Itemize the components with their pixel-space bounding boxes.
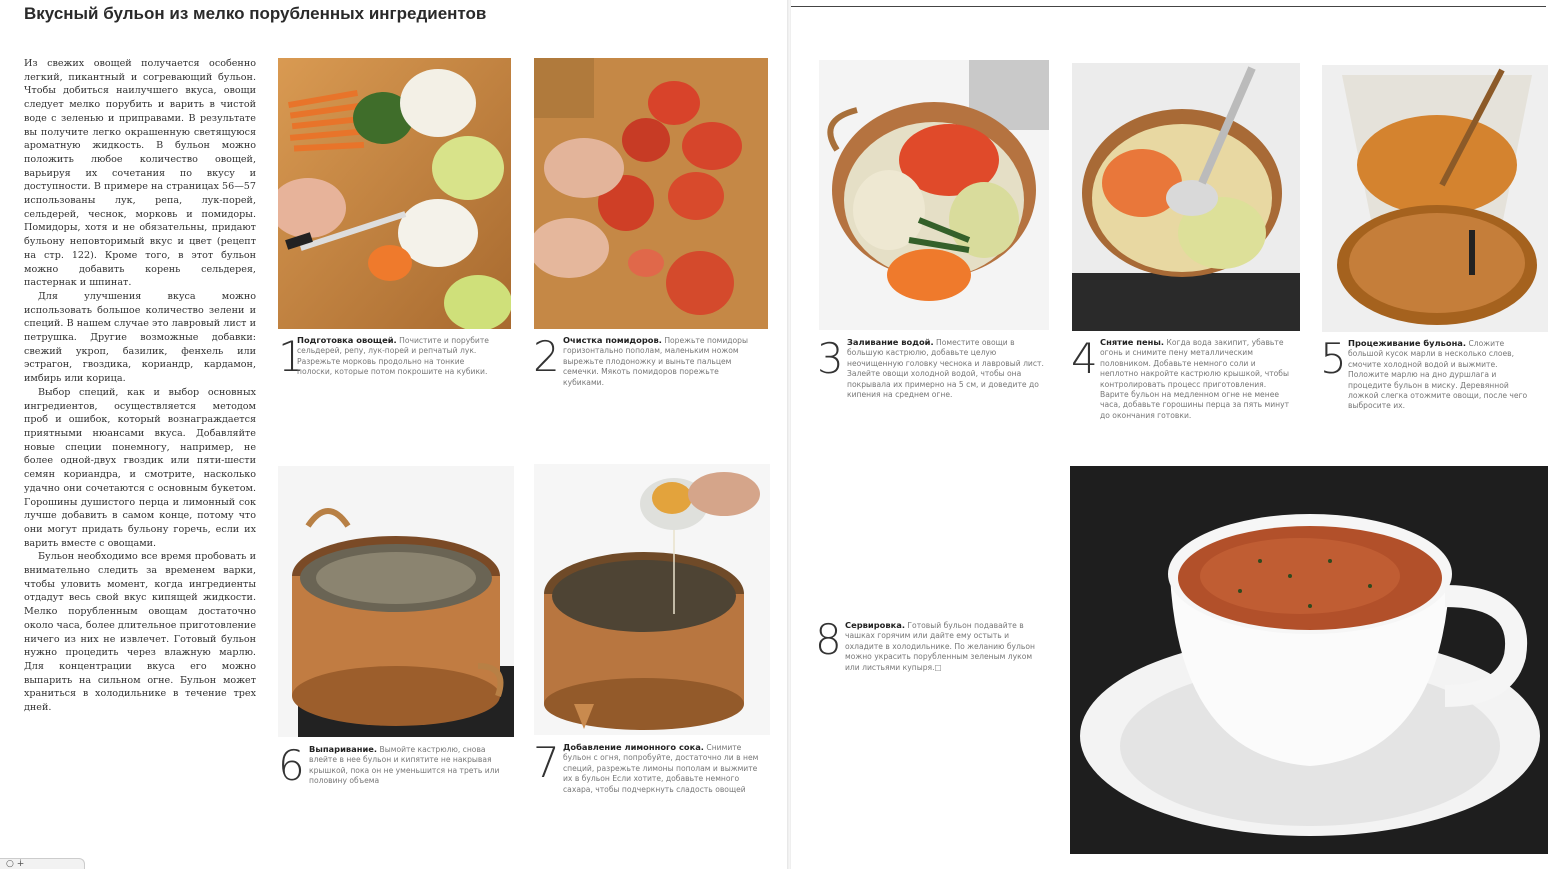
step-text: Сложите большой кусок марли в несколько слоев, смочите холодной водой и выжмите. Положите марлю на дно дуршлага и процедите бульон в миску. Деревянной ложкой слегка отожмите овощи, после чего выбросите их. bbox=[1348, 339, 1528, 411]
step-text: Готовый бульон подавайте в чашках горячим или дайте ему остыть и охладите в холодильнике. По желанию бульон можно украсить порубленным зеленым луком или листьями купыря.□ bbox=[845, 621, 1035, 672]
intro-paragraph: Для улучшения вкуса можно использовать большое количество зелени и специй. В нашем случае это лавровый лист и петрушка. Другие возможные добавки: свежий укроп, базилик, фенхель или эстрагон, гвоздика, кориандр, кардамон, имбирь или корица. bbox=[24, 290, 256, 385]
chopped-vegetables-photo bbox=[278, 58, 511, 329]
step-text: Почистите и порубите сельдерей, репу, лук-порей и репчатый лук. Разрежьте морковь продольно на тонкие полоски, которые потом покрошите на кубики. bbox=[297, 336, 489, 377]
step-title: Добавление лимонного сока. bbox=[563, 742, 704, 752]
step-title: Процеживание бульона. bbox=[1348, 338, 1467, 348]
step-number: 3 bbox=[817, 334, 844, 383]
step-caption bbox=[845, 620, 1047, 673]
step-number: 4 bbox=[1071, 334, 1098, 383]
step-title: Снятие пены. bbox=[1100, 337, 1165, 347]
lemon-juice-photo bbox=[534, 464, 770, 735]
step-title: Заливание водой. bbox=[847, 337, 934, 347]
step-text: Когда вода закипит, убавьте огонь и снимите пену металлическим половником. Добавьте немного соли и неплотно накройте кастрюлю крышкой, чтобы контролировать процесс приготовления. Варите бульон на медленном огне не менее часа, добавьте горошины перца за пять минут до окончания готовки. bbox=[1100, 338, 1290, 420]
step-number: 6 bbox=[278, 741, 305, 790]
pot-with-water-photo bbox=[819, 60, 1049, 330]
intro-paragraph: Бульон необходимо все время пробовать и внимательно следить за временем варки, чтобы уловить момент, когда ингредиенты отдадут весь свой вкус кипящей жидкости. Мелко порубленным овощам достаточно около часа, более длительное приготовление ничего из них не извлечет. Готовый бульон нужно процедить через влажную марлю. Для концентрации вкуса его можно выпарить на сильном огне. Бульон может храниться в холодильнике в течение трех дней. bbox=[24, 551, 256, 714]
skimming-foam-photo bbox=[1072, 63, 1300, 331]
intro-text bbox=[24, 57, 256, 715]
step-number: 2 bbox=[533, 332, 560, 381]
corner-tab[interactable]: ○ ∔ bbox=[0, 858, 85, 869]
step-number: 8 bbox=[815, 615, 842, 664]
step-number: 5 bbox=[1320, 334, 1347, 383]
step-title: Выпаривание. bbox=[309, 744, 378, 754]
intro-paragraph: Из свежих овощей получается особенно легкий, пикантный и согревающий бульон. Чтобы добиться наилучшего вкуса, овощи следует мелко порубить и варить в чистой воде с зеленью и приправами. В результате вы получите легко окрашенную светящуюся ароматную жидкость. В бульон можно положить любое количество овощей, варьируя их сочетания по вкусу и доступности. В примере на страницах 56—57 использованы лук, репа, лук-порей, сельдерей, чеснок, морковь и помидоры. Помидоры, хотя и не обязательны, придают бульону неповторимый вкус и цвет (рецепт на стр. 122). Кроме того, в этот бульон можно добавить корень сельдерея, пастернак и шпинат. bbox=[24, 58, 256, 289]
step-number: 1 bbox=[278, 332, 305, 381]
step-caption bbox=[309, 744, 509, 787]
serving-cup-photo bbox=[1070, 466, 1548, 854]
step-caption bbox=[1348, 338, 1530, 412]
step-caption bbox=[563, 335, 761, 388]
straining-broth-photo bbox=[1322, 65, 1548, 332]
page-title: Вкусный бульон из мелко порубленных ингредиентов bbox=[24, 4, 487, 23]
step-number: 7 bbox=[533, 738, 560, 787]
step-caption bbox=[563, 742, 761, 795]
step-text: Снимите бульон с огня, попробуйте, достаточно ли в нем специй, разрежьте лимоны пополам и выжмите их в бульон Если хотите, добавьте немного сахара, чтобы подчеркнуть сладость овощей bbox=[563, 743, 759, 794]
right-page bbox=[791, 0, 1563, 869]
step-caption bbox=[1100, 337, 1292, 421]
step-text: Вымойте кастрюлю, снова влейте в нее бульон и кипятите не накрывая крышкой, пока он не уменьшится на треть или половину объема bbox=[309, 745, 500, 786]
step-text: Порежьте помидоры горизонтально пополам, маленьким ножом вырежьте плодоножку и выньте пальцем семечки. Мякоть помидоров порежьте кубиками. bbox=[563, 336, 748, 387]
step-title: Очистка помидоров. bbox=[563, 335, 662, 345]
header-rule bbox=[791, 6, 1546, 7]
step-caption bbox=[297, 335, 497, 378]
step-text: Поместите овощи в большую кастрюлю, добавьте целую неочищенную головку чеснока и лавровый лист. Залейте овощи холодной водой, чтобы она покрывала их примерно на 5 см, и доведите до кипения на среднем огне. bbox=[847, 338, 1044, 400]
step-title: Сервировка. bbox=[845, 620, 905, 630]
intro-paragraph: Выбор специй, как и выбор основных ингредиентов, осуществляется методом проб и ошибок, который вознаграждается приятными нюансами вкуса. Добавляйте новые специи понемногу, например, не более одной-двух гвоздик или пяти-шести семян кориандра, и смотрите, насколько удачно они сочетаются с основным букетом. Горошины душистого перца и лимонный сок лучше добавить в самом конце, потому что они могут придать бульону горечь, если их варить вместе с овощами. bbox=[24, 386, 256, 549]
step-title: Подготовка овощей. bbox=[297, 335, 397, 345]
tomatoes-photo bbox=[534, 58, 768, 329]
step-caption bbox=[847, 337, 1047, 400]
reducing-broth-photo bbox=[278, 466, 514, 737]
